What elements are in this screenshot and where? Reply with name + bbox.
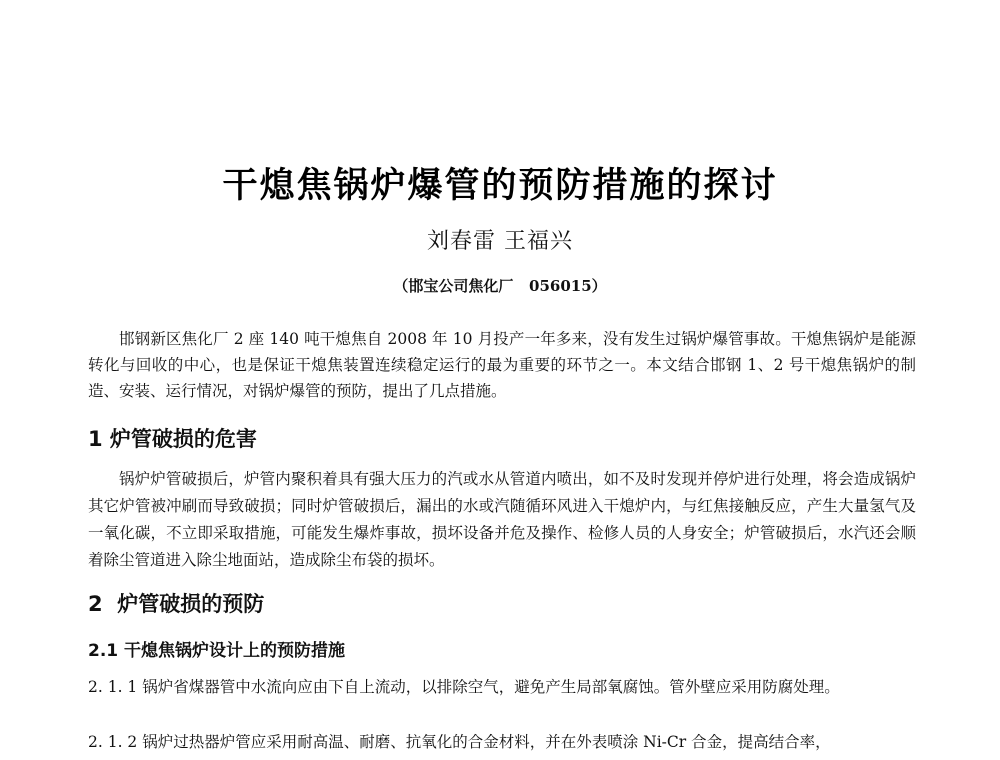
section-heading-1: 1 炉管破损的危害 [88,427,257,451]
subsection-item-2-1-1: 2. 1. 1 锅炉省煤器管中水流向应由下自上流动，以排除空气，避免产生局部氧腐蚀。管外壁应采用防腐处理。 [88,678,840,696]
paper-title: 干熄焦锅炉爆管的预防措施的探讨 [222,166,778,207]
abstract-paragraph: 邯钢新区焦化厂 2 座 140 吨干熄焦自 2008 年 10 月投产一年多来，没有发生过锅炉爆管事故。干熄焦锅炉是能源转化与回收的中心，也是保证干熄焦装置连续稳定运行的最为重要的环节之一。本文结合邯钢 1、2 号干熄焦锅炉的制造、安装、运行情况，对锅炉爆管的预防，提出了几点措施。 [88,330,916,400]
author-list: 刘春雷 王福兴 [427,229,573,254]
subsection-heading-2-1: 2.1 干熄焦锅炉设计上的预防措施 [88,641,346,661]
subsection-item-2-1-2: 2. 1. 2 锅炉过热器炉管应采用耐高温、耐磨、抗氧化的合金材料，并在外表喷涂 Ni-Cr 合金，提高结合率， [88,733,831,751]
section-1-paragraph: 锅炉炉管破损后，炉管内聚积着具有强大压力的汽或水从管道内喷出，如不及时发现并停炉进行处理，将会造成锅炉其它炉管被冲刷而导致破损；同时炉管破损后，漏出的水或汽随循环风进入干熄炉内，与红焦接触反应，产生大量氢气及一氧化碳，不立即采取措施，可能发生爆炸事故，损坏设备并危及操作、检修人员的人身安全；炉管破损后，水汽还会顺着除尘管道进入除尘地面站，造成除尘布袋的损坏。 [88,470,916,569]
section-heading-2: 2 炉管破损的预防 [88,592,265,616]
author-affiliation: （邯宝公司焦化厂 056015） [393,277,607,295]
